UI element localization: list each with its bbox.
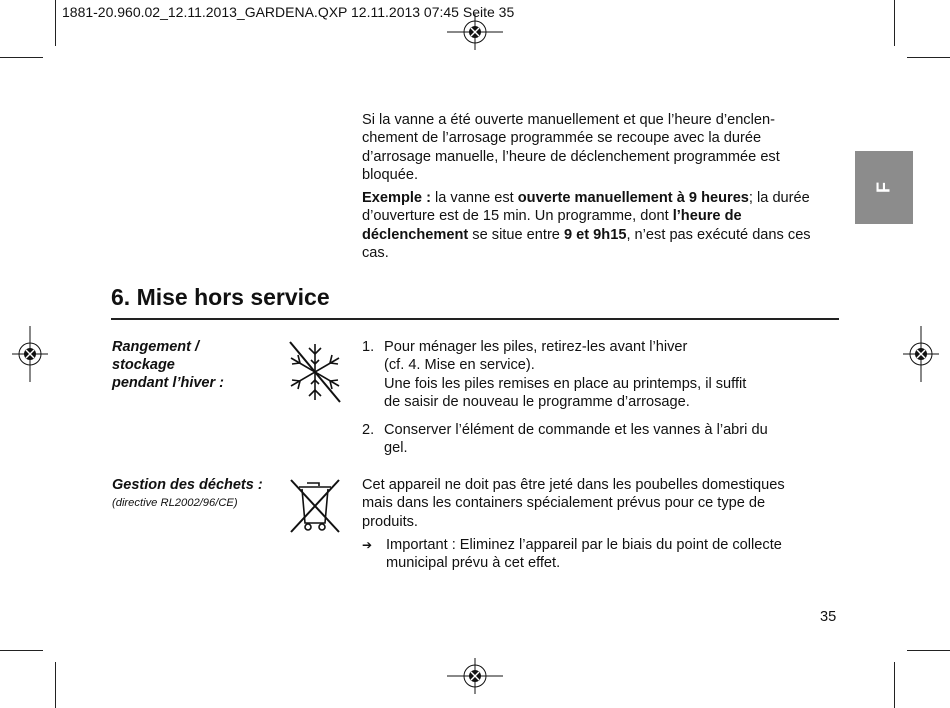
registration-mark-right-icon	[903, 326, 939, 382]
intro-line: bloquée.	[362, 167, 418, 184]
disposal-paragraph: Cet appareil ne doit pas être jeté dans les poubelles domestiques mais dans les containers spécialement prévus pour ce type de produits.	[362, 477, 785, 530]
section-title: 6. Mise hors service	[111, 284, 330, 310]
registration-mark-bottom-icon	[447, 658, 503, 694]
registration-mark-top-icon	[447, 14, 503, 50]
intro-line: d’arrosage manuelle, l’heure de déclenchement programmée est	[362, 148, 780, 165]
print-slug: 1881-20.960.02_12.11.2013_GARDENA.QXP 12.11.2013 07:45 Seite 35	[62, 4, 515, 20]
disposal-directive-note: (directive RL2002/96/CE)	[112, 497, 238, 509]
page-number: 35	[820, 609, 837, 625]
language-tab-letter: F	[873, 182, 894, 193]
intro-line: chement de l’arrosage programmée se recoupe avec la durée	[362, 130, 762, 147]
language-tab	[855, 151, 913, 224]
section-rule	[111, 318, 839, 320]
intro-line: Si la vanne a été ouverte manuellement et que l’heure d’enclen-	[362, 112, 775, 128]
disposal-label: Gestion des déchets :	[112, 477, 263, 493]
storage-label: Rangement / stockage pendant l’hiver :	[112, 339, 224, 391]
example-paragraph: Exemple : la vanne est ouverte manuellement à 9 heures; la durée d’ouverture est de 15 min. Un programme, dont l’heure de déclenchement se situe entre 9 et 9h15, n’est pas exécuté dans ces cas.	[362, 190, 811, 262]
crossed-bin-icon	[287, 477, 343, 535]
example-label: Exemple :	[362, 190, 431, 206]
registration-mark-left-icon	[12, 326, 48, 382]
intro-paragraph	[362, 111, 832, 185]
arrow-icon: ➔	[362, 538, 373, 552]
snowflake-crossed-icon	[286, 339, 344, 405]
